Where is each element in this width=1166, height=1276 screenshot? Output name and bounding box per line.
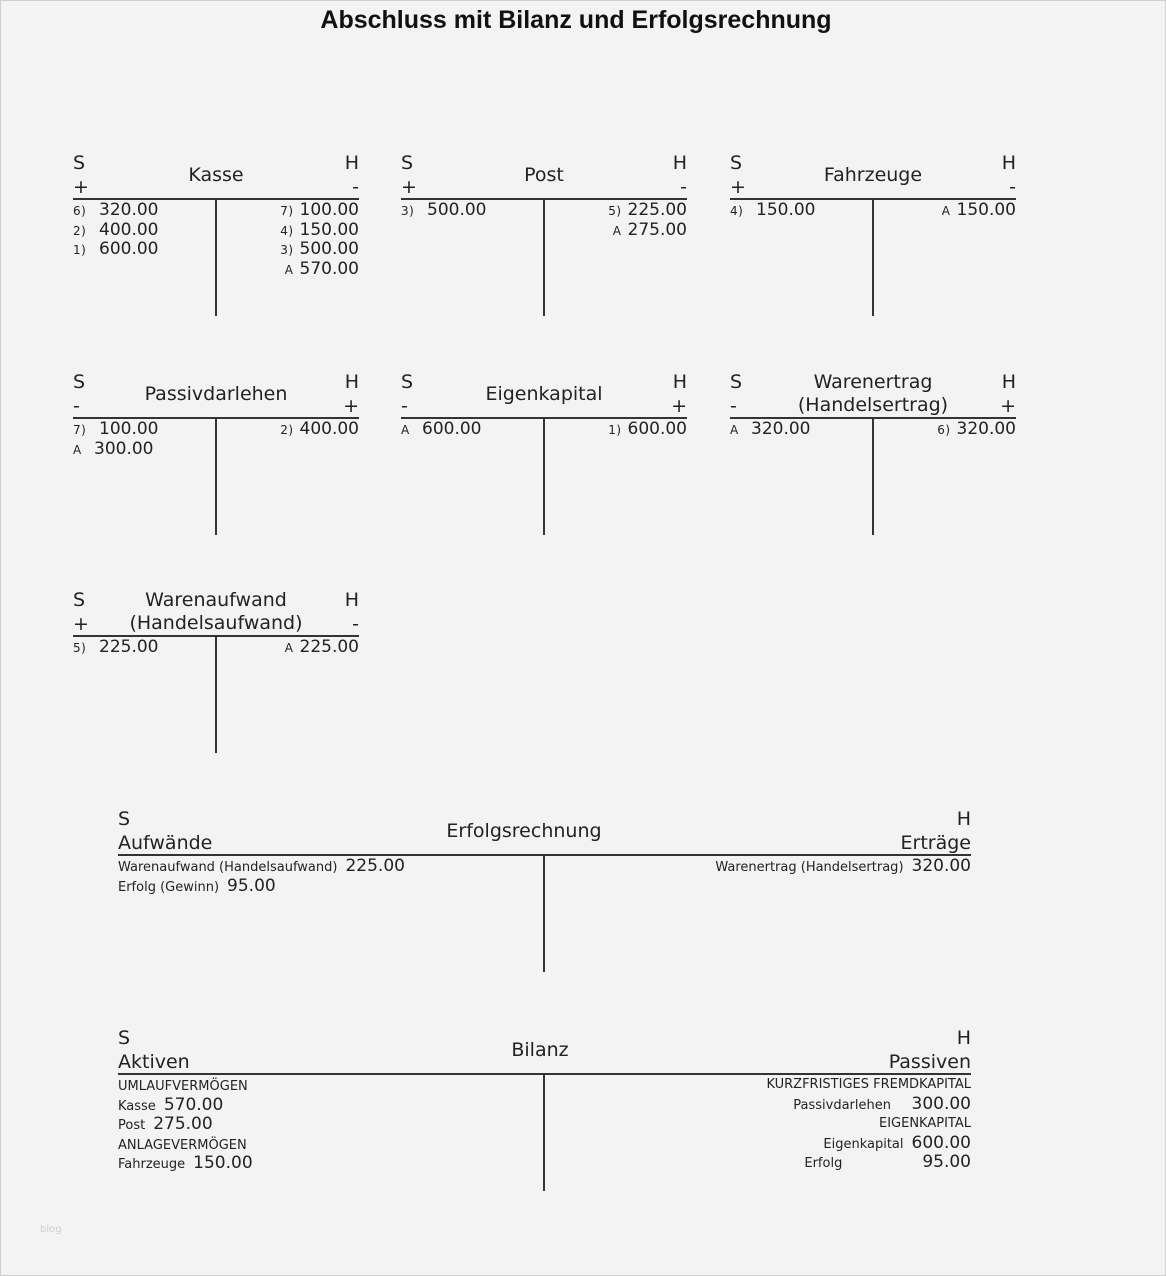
section-heading [118,1134,253,1154]
statement-entry [766,1134,971,1154]
account-name-line1: Warenertrag [813,371,933,393]
entry-amount: 600.00 [911,1132,971,1153]
right-title: Erträge [900,832,971,854]
entry-amount: 570.00 [163,1094,224,1115]
entry-amount: 225.00 [99,637,159,657]
right-sign: + [343,395,359,417]
watermark: blog [40,1224,62,1235]
t-account-warenaufwand [73,589,359,759]
debit-column [730,200,815,220]
page-title: Abschluss mit Bilanz und Erfolgsrechnung [320,6,832,34]
credit-entry [937,419,1016,439]
entry-amount: 300.00 [94,438,154,459]
account-name-line1: Warenaufwand [145,589,287,611]
entry-amount: 320.00 [751,419,811,439]
soll-label: S [401,371,414,393]
entry-label: KURZFRISTIGES FREMDKAPITAL [766,1077,971,1092]
left-sign: + [401,176,417,198]
t-account-eigenkapital [401,371,687,541]
entry-label: Warenaufwand (Handelsaufwand) [118,860,338,875]
entry-amount: 275.00 [153,1114,213,1134]
credit-entry [942,200,1016,220]
soll-label: S [73,152,86,174]
account-vertical-line [215,199,217,316]
statement-entry [118,1153,253,1173]
account-vertical-line [872,199,874,316]
statement-vertical-line [543,1074,545,1191]
entry-amount: 150.00 [299,219,359,240]
entry-ref: A [941,204,951,218]
entry-ref: A [284,262,294,277]
passiven-column [766,1075,971,1173]
entry-label: Eigenkapital [823,1136,904,1152]
credit-column [285,637,359,657]
entry-label: Warenertrag (Handelsertrag) [715,860,904,875]
haben-label: H [672,371,687,393]
entry-ref: 3) [280,243,294,257]
credit-entry [608,200,687,220]
debit-column [401,419,481,439]
account-name: Eigenkapital [485,383,603,405]
entry-label: EIGENKAPITAL [879,1116,971,1131]
entry-ref: 7) [73,423,87,437]
soll-label: S [730,371,743,393]
debit-entry [73,439,158,459]
statement-vertical-line [543,855,545,972]
section-heading [118,1075,253,1095]
credit-column [608,200,687,239]
debit-column [73,200,158,259]
right-sign: + [1000,395,1016,417]
haben-label: H [956,808,971,830]
entry-label: ANLAGEVERMÖGEN [118,1137,247,1153]
entry-amount: 225.00 [627,200,687,220]
entry-amount: 500.00 [427,200,487,220]
credit-entry [280,259,359,279]
entry-amount: 400.00 [299,419,359,439]
entry-ref: A [401,423,410,437]
aufwaende-column [118,856,405,895]
entry-amount: 100.00 [299,200,359,220]
credit-entry [280,419,359,439]
entry-ref: A [73,442,82,457]
t-account-fahrzeuge [730,152,1016,322]
section-heading [766,1114,971,1134]
entry-amount: 600.00 [99,239,159,259]
bilanz [118,1027,971,1197]
left-sign: - [73,395,80,417]
entry-amount: 100.00 [99,419,159,439]
entry-ref: 3) [401,204,415,218]
account-name [103,589,329,635]
credit-column [942,200,1016,220]
right-sign: - [352,613,359,635]
account-name: Fahrzeuge [823,164,923,186]
entry-ref: A [284,641,294,655]
entry-ref: 6) [937,423,951,437]
entry-amount: 320.00 [956,419,1016,439]
entry-ref: 6) [73,204,87,218]
left-title: Aktiven [118,1051,190,1073]
account-name: Passivdarlehen [144,383,288,405]
entry-amount: 320.00 [911,856,971,876]
left-sign: + [730,176,746,198]
t-account-post [401,152,687,322]
haben-label: H [672,152,687,174]
statement-name: Erfolgsrechnung [446,820,602,842]
haben-label: H [344,589,359,611]
credit-entry [280,220,359,240]
entry-ref: 2) [280,423,294,437]
statement-entry [118,1095,253,1115]
entry-amount: 95.00 [227,875,276,896]
account-name-line2: (Handelsaufwand) [129,612,303,634]
entry-ref: 4) [280,223,294,238]
statement-entry [766,1153,971,1173]
t-account-passivdarlehen [73,371,359,541]
aktiven-column [118,1075,253,1173]
debit-entry [401,419,481,439]
left-sign: - [401,395,408,417]
entry-amount: 600.00 [422,419,482,439]
credit-entry [608,419,687,439]
soll-label: S [118,1027,131,1049]
statement-entry [118,876,405,896]
haben-label: H [344,371,359,393]
soll-label: S [401,152,414,174]
soll-label: S [73,589,86,611]
right-sign: + [671,395,687,417]
t-account-warenertrag [730,371,1016,541]
entry-amount: 150.00 [193,1153,253,1173]
right-sign: - [352,176,359,198]
entry-amount: 320.00 [99,200,159,220]
soll-label: S [730,152,743,174]
haben-label: H [344,152,359,174]
right-title: Passiven [888,1051,971,1073]
account-name [760,371,986,417]
debit-entry [730,419,810,439]
left-sign: - [730,395,737,417]
entry-amount: 150.00 [956,200,1016,220]
haben-label: H [1001,371,1016,393]
statement-entry [766,1095,971,1115]
entry-ref: 5) [608,204,622,218]
entry-amount: 300.00 [911,1093,971,1114]
debit-entry [730,200,815,220]
right-sign: - [680,176,687,198]
credit-entry [280,200,359,220]
entry-ref: 5) [73,641,87,655]
t-account-kasse [73,152,359,322]
erfolgsrechnung [118,808,971,978]
entry-amount: 400.00 [99,219,159,240]
haben-label: H [956,1027,971,1049]
entry-label: Erfolg (Gewinn) [118,879,220,895]
account-vertical-line [215,636,217,753]
debit-entry [73,637,158,657]
debit-entry [73,200,158,220]
account-name-line2: (Handelsertrag) [797,394,949,416]
ertraege-column [715,856,971,876]
entry-label: UMLAUFVERMÖGEN [118,1079,248,1094]
entry-label: Erfolg [804,1156,843,1171]
account-name: Post [524,164,564,186]
entry-label: Post [118,1118,146,1133]
statement-entry [715,856,971,876]
debit-entry [73,239,158,259]
statement-entry [118,1114,253,1134]
entry-amount: 225.00 [299,637,359,657]
entry-ref: 2) [73,223,87,238]
debit-column [730,419,810,439]
debit-column [73,419,158,458]
entry-ref: A [612,223,622,238]
credit-column [608,419,687,439]
credit-column [280,200,359,278]
account-vertical-line [215,418,217,535]
left-title: Aufwände [118,832,213,854]
entry-amount: 150.00 [756,200,816,220]
entry-ref: 4) [730,204,744,218]
entry-ref: A [730,423,739,437]
credit-column [280,419,359,439]
debit-entry [73,220,158,240]
account-vertical-line [543,199,545,316]
statement-entry [118,856,405,876]
entry-label: Passivdarlehen [793,1097,891,1113]
debit-column [73,637,158,657]
entry-amount: 570.00 [299,258,359,279]
statement-name: Bilanz [511,1039,569,1061]
account-name: Kasse [188,164,244,186]
entry-ref: 7) [280,204,294,218]
soll-label: S [73,371,86,393]
debit-column [401,200,486,220]
entry-amount: 225.00 [345,856,405,876]
credit-entry [280,239,359,259]
entry-amount: 600.00 [627,419,687,439]
credit-entry [608,220,687,240]
credit-entry [285,637,359,657]
section-heading [766,1075,971,1095]
entry-amount: 275.00 [627,219,687,240]
credit-column [937,419,1016,439]
entry-amount: 500.00 [299,239,359,259]
right-sign: - [1009,176,1016,198]
entry-amount: 95.00 [922,1152,971,1172]
account-vertical-line [872,418,874,535]
entry-label: Fahrzeuge [118,1157,186,1172]
left-sign: + [73,613,89,635]
debit-entry [73,419,158,439]
entry-label: Kasse [118,1098,156,1114]
entry-ref: 1) [73,243,87,257]
left-sign: + [73,176,89,198]
soll-label: S [118,808,131,830]
haben-label: H [1001,152,1016,174]
entry-ref: 1) [608,423,622,437]
debit-entry [401,200,486,220]
account-vertical-line [543,418,545,535]
